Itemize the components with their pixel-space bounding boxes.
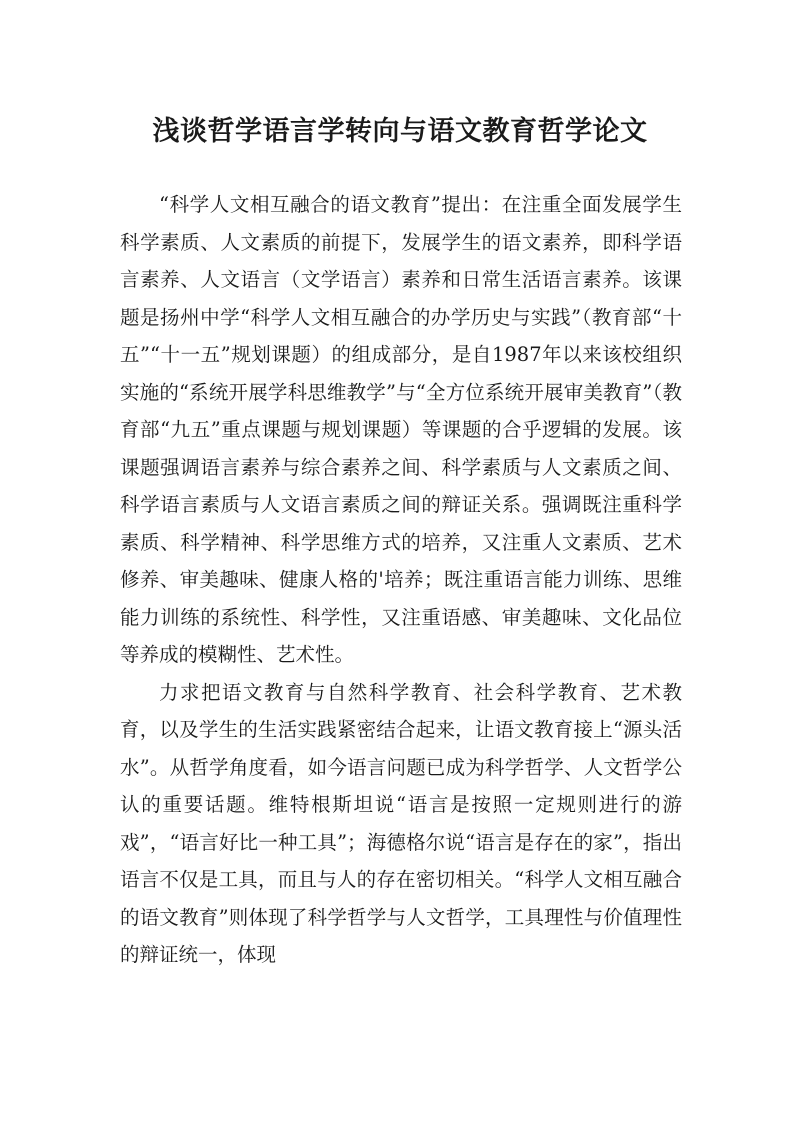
paragraph-2: 力求把语文教育与自然科学教育、社会科学教育、艺术教育，以及学生的生活实践紧密结合起来，让语文教育接上“源头活水”。从哲学角度看，如今语言问题已成为科学哲学、人文哲学公认的重要话题。维特根斯坦说“语言是按照一定规则进行的游戏”，“语言好比一种工具”；海德格尔说“语言是存在的家”，指出语言不仅是工具，而且与人的存在密切相关。“科学人文相互融合的语文教育”则体现了科学哲学与人文哲学，工具理性与价值理性的辩证统一，体现	[120, 680, 682, 966]
document-body	[120, 186, 682, 974]
paragraph-1: “科学人文相互融合的语文教育”提出：在注重全面发展学生科学素质、人文素质的前提下，发展学生的语文素养，即科学语言素养、人文语言（文学语言）素养和日常生活语言素养。该课题是扬州中学“科学人文相互融合的办学历史与实践”（教育部“十五”“十一五”规划课题）的组成部分，是自1987年以来该校组织实施的“系统开展学科思维教学”与“全方位系统开展审美教育”（教育部“九五”重点课题与规划课题）等课题的合乎逻辑的发展。该课题强调语言素养与综合素养之间、科学素质与人文素质之间、科学语言素质与人文语言素质之间的辩证关系。强调既注重科学素质、科学精神、科学思维方式的培养，又注重人文素质、艺术修养、审美趣味、健康人格的'培养；既注重语言能力训练、思维能力训练的系统性、科学性，又注重语感、审美趣味、文化品位等养成的模糊性、艺术性。	[120, 193, 682, 666]
document-title: 浅谈哲学语言学转向与语文教育哲学论文	[152, 116, 648, 148]
